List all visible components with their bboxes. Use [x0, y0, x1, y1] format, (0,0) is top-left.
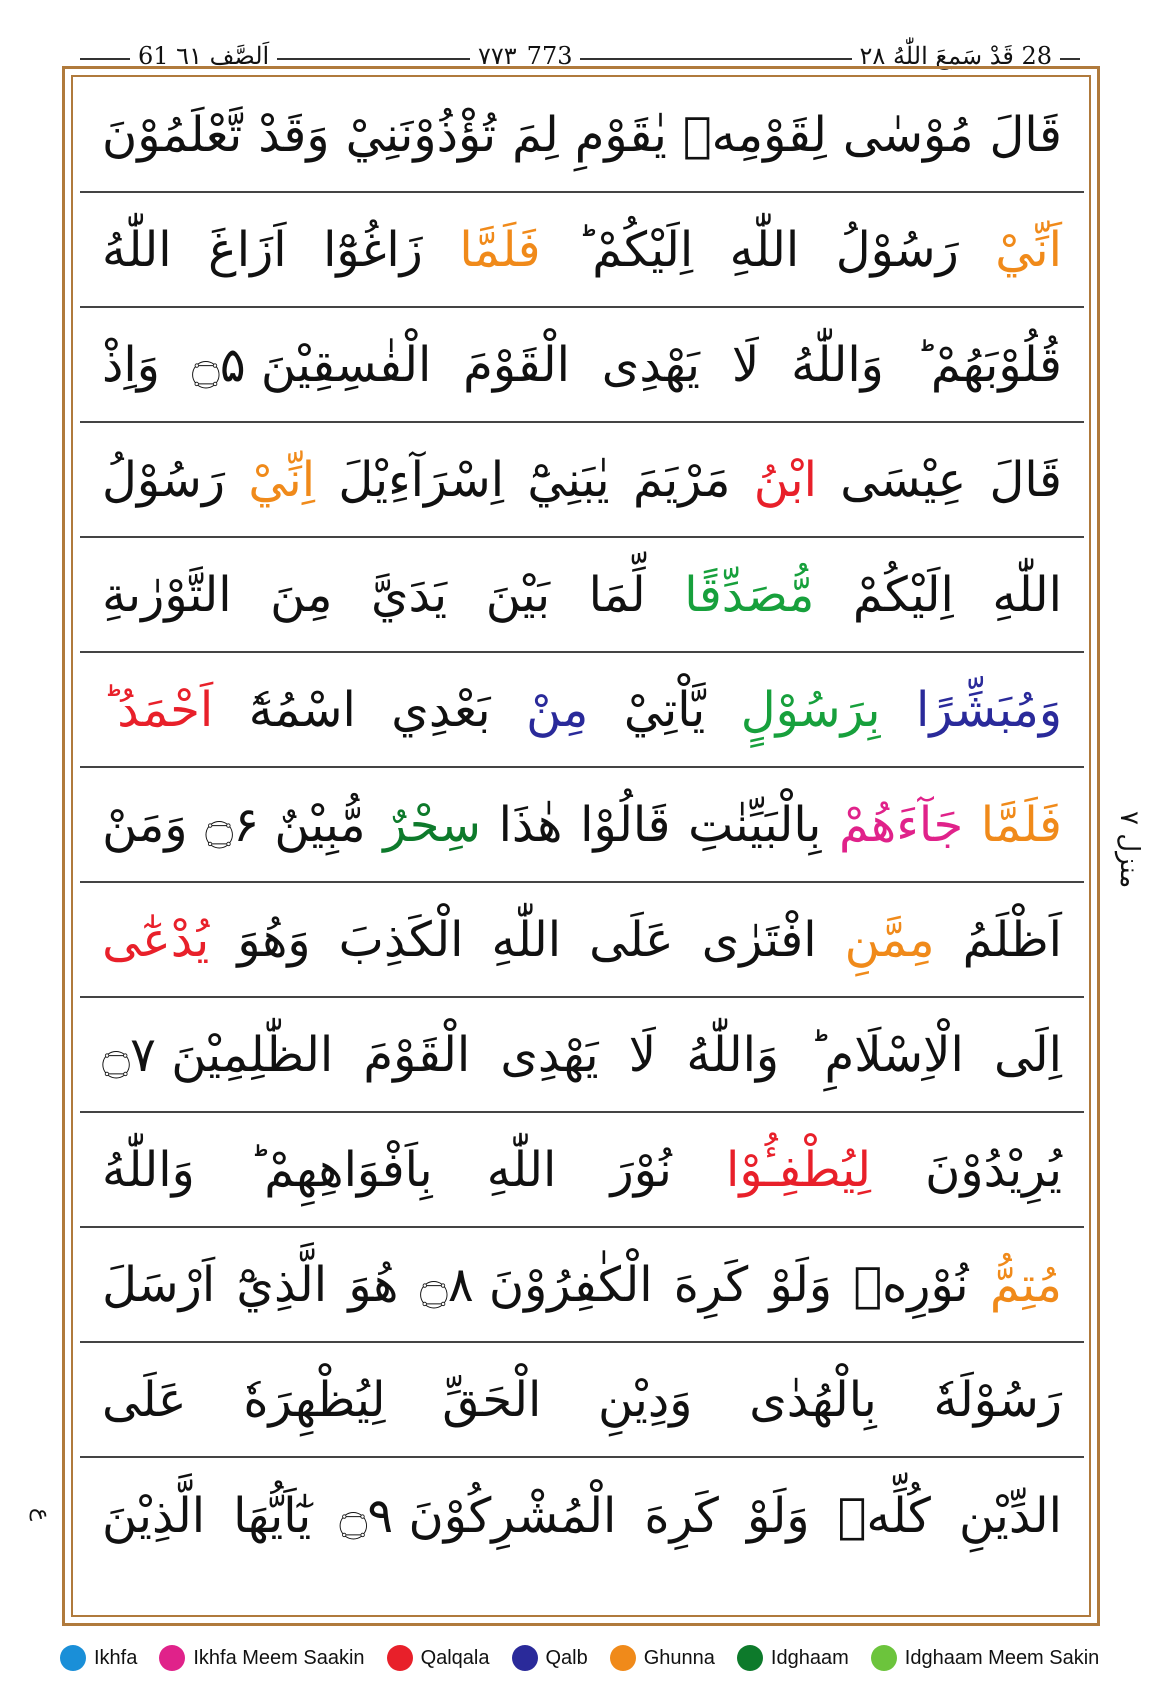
page-number-urdu: ۷۷۳ [478, 42, 527, 70]
ayah-line [80, 308, 1084, 423]
legend-color-dot [159, 1645, 185, 1671]
ayah-word: تُؤْذُوْنَنِيْ [345, 106, 497, 163]
ayah-word: بَعْدِي [391, 681, 491, 738]
ayah-word: الْمُشْرِكُوْنَ ۝۹ [339, 1487, 617, 1544]
ayah-word: بِالْبَيِّنٰتِ [688, 796, 822, 853]
ayah-word: نُوْرِهٖ [853, 1256, 969, 1313]
ayah-word: الْقَوْمَ [463, 336, 570, 393]
ayah-word: قَالَ [989, 106, 1062, 163]
ayah-word: اِلَيْكُمْ ؕ [577, 221, 694, 278]
quran-text-block [80, 78, 1084, 1573]
ayah-word: عَلَى [589, 911, 674, 968]
ayah-word: اِنِّيْ [248, 451, 316, 508]
ayah-line [80, 78, 1084, 193]
legend-color-dot [512, 1645, 538, 1671]
ayah-word: بِاَفْوَاهِهِمْ ؕ [248, 1141, 433, 1198]
legend-item [512, 1645, 588, 1671]
ayah-word: يٰقَوْمِ [574, 106, 667, 163]
ayah-word: مُّبِيْنٌ ۝۶ [205, 796, 366, 853]
ayah-word: رَسُوْلُ [835, 221, 959, 278]
ayah-line [80, 1113, 1084, 1228]
ayah-word: اللّٰهِ [486, 1141, 557, 1198]
legend-item [871, 1645, 1100, 1671]
legend-label: Ikhfa [94, 1646, 138, 1669]
ayah-word: اللّٰهِ [729, 221, 800, 278]
ayah-line [80, 423, 1084, 538]
surah-name: 61 اَلصَّف ٦١ [130, 38, 277, 74]
ayah-word: اَزَاغَ [208, 221, 287, 278]
ayah-word: وَلَوْ [769, 1256, 833, 1313]
ayah-word: فَلَمَّا [980, 796, 1062, 853]
ayah-word: افْتَرٰى [701, 911, 817, 968]
ayah-word: نُوْرَ [610, 1141, 672, 1198]
ayah-word: اَظْلَمُ [962, 911, 1062, 968]
ayah-word: قَالَ [989, 451, 1062, 508]
ayah-word: الْقَوْمَ [363, 1026, 471, 1083]
legend-label: Ikhfa Meem Saakin [193, 1646, 365, 1669]
legend-color-dot [60, 1645, 86, 1671]
ayah-line [80, 653, 1084, 768]
legend-item [387, 1645, 490, 1671]
ayah-word: اِلَيْكُمْ [852, 566, 954, 623]
ayah-word: قَالُوْا [580, 796, 671, 853]
ayah-word: وَقَدْ [258, 106, 330, 163]
ayah-word: اِسْرَآءِيْلَ [338, 451, 505, 508]
ayah-word: لِيُظْهِرَهٗ [243, 1371, 386, 1428]
ayah-word: مُّصَدِّقًا [684, 566, 815, 623]
legend-label: Ghunna [643, 1646, 715, 1669]
ayah-word: الَّذِيْٓ [236, 1256, 328, 1313]
ayah-word: رَسُوْلُ [102, 451, 226, 508]
ayah-word: التَّوْرٰىةِ [102, 566, 232, 623]
ayah-word: بَيْنَ [485, 566, 551, 623]
ayah-line [80, 538, 1084, 653]
ayah-word: مُتِمُّ [989, 1256, 1062, 1313]
ayah-word: لِيُطْفِـُٔوْا [726, 1141, 872, 1198]
ayah-word: سِحْرٌ [383, 796, 481, 853]
ayah-word: فَلَمَّا [459, 221, 541, 278]
ayah-word: وَلَوْ [746, 1487, 810, 1544]
legend-label: Qalb [545, 1646, 588, 1669]
legend-label: Idghaam [770, 1646, 849, 1669]
legend-item [60, 1645, 137, 1671]
ayah-line [80, 883, 1084, 998]
ayah-word: وَدِيْنِ [598, 1371, 693, 1428]
ayah-word: اَنِّيْ [995, 221, 1062, 278]
ayah-word: يٰبَنِيْٓ [527, 451, 610, 508]
ayah-word: الظّٰلِمِيْنَ ۝۷ [102, 1026, 334, 1083]
ayah-word: اسْمُهٗٓ [248, 681, 356, 738]
ayah-word: قُلُوْبَهُمْ ؕ [915, 336, 1062, 393]
ayah-word: الدِّيْنِ [958, 1487, 1062, 1544]
ayah-word: يُدْعٰٓى [102, 911, 210, 968]
ayah-word: كَرِهَ [673, 1256, 749, 1313]
ayah-word: يَّاْتِيْ [623, 681, 706, 738]
ayah-word: اللّٰهِ [491, 911, 562, 968]
ayah-line [80, 998, 1084, 1113]
legend-color-dot [871, 1645, 897, 1671]
ayah-word: زَاغُوْٓا [323, 221, 423, 278]
ayah-word: بِالْهُدٰى [749, 1371, 877, 1428]
ayah-word: الْاِسْلَامِ ؕ [809, 1026, 964, 1083]
legend-item [610, 1645, 715, 1671]
ayah-line [80, 193, 1084, 308]
ayah-line [80, 1458, 1084, 1573]
ayah-word: وَاللّٰهُ [102, 1141, 195, 1198]
legend-color-dot [387, 1645, 413, 1671]
ayah-line [80, 768, 1084, 883]
ayah-word: وَمَنْ [102, 796, 188, 853]
ayah-word: كَرِهَ [644, 1487, 719, 1544]
tajweed-legend [60, 1638, 1110, 1678]
ayah-line [80, 1343, 1084, 1458]
page-number-latin: 773 [526, 42, 573, 70]
ayah-word: الْكٰفِرُوْنَ ۝۸ [419, 1256, 653, 1313]
ayah-word: وَمُبَشِّرًا [915, 681, 1062, 738]
ayah-word: رَسُوْلَهٗ [933, 1371, 1062, 1428]
ayah-word: عِيْسَى [840, 451, 967, 508]
ayah-word: الْكَذِبَ [338, 911, 464, 968]
ayah-word: لِقَوْمِهٖ [682, 106, 827, 163]
ayah-word: الْحَقِّ [442, 1371, 542, 1428]
legend-item [159, 1645, 364, 1671]
ayah-word: وَاللّٰهُ [686, 1026, 780, 1083]
legend-color-dot [737, 1645, 763, 1671]
legend-color-dot [610, 1645, 636, 1671]
ayah-word: كُلِّهٖ [837, 1487, 931, 1544]
ayah-word: مِنْ [526, 681, 589, 738]
ayah-word: يُرِيْدُوْنَ [925, 1141, 1062, 1198]
ayah-word: هٰذَا [498, 796, 563, 853]
ayah-word: لِمَ [512, 106, 559, 163]
juz-name: 28 قَدْ سَمِعَ اللّٰهُ ۲۸ [852, 38, 1060, 74]
ayah-word: مِنَ [270, 566, 333, 623]
ayah-word: يَدَيَّ [370, 566, 448, 623]
legend-item [737, 1645, 849, 1671]
ayah-word: مِمَّنِ [844, 911, 935, 968]
ayah-word: لِّمَا [588, 566, 646, 623]
ayah-word: جَآءَهُمْ [838, 796, 964, 853]
ayah-line [80, 1228, 1084, 1343]
legend-label: Idghaam Meem Sakin [904, 1646, 1100, 1669]
ayah-word: الَّذِيْنَ [102, 1487, 206, 1544]
ayah-word: اللّٰهِ [992, 566, 1062, 623]
ayah-word: اللّٰهُ [102, 221, 172, 278]
ayah-word: عَلَى [102, 1371, 187, 1428]
ayah-word: لَا [628, 1026, 657, 1083]
ayah-word: يٰٓاَيُّهَا [233, 1487, 312, 1544]
ayah-word: وَهُوَ [237, 911, 311, 968]
ayah-word: ابْنُ [753, 451, 817, 508]
ayah-word: لَا [731, 336, 760, 393]
ayah-word: اَحْمَدُ ؕ [102, 681, 214, 738]
ayah-word: اِلَى [994, 1026, 1062, 1083]
ruku-marker: ع [29, 1508, 54, 1522]
ayah-word: يَهْدِى [601, 336, 700, 393]
ayah-word: بِرَسُوْلٍ [740, 681, 881, 738]
ayah-word: مُوْسٰى [842, 106, 974, 163]
ayah-word: الْفٰسِقِيْنَ ۝۵ [191, 336, 432, 393]
ayah-word: مَرْيَمَ [632, 451, 731, 508]
ayah-word: اَرْسَلَ [102, 1256, 216, 1313]
legend-label: Qalqala [420, 1646, 490, 1669]
ayah-word: هُوَ [348, 1256, 399, 1313]
manzil-marker: منزل ۷ [1114, 811, 1144, 889]
ayah-word: وَاللّٰهُ [791, 336, 884, 393]
ayah-word: يَهْدِى [500, 1026, 599, 1083]
ayah-word: تَّعْلَمُوْنَ [102, 106, 243, 163]
ayah-word: وَاِذْ [102, 336, 160, 393]
